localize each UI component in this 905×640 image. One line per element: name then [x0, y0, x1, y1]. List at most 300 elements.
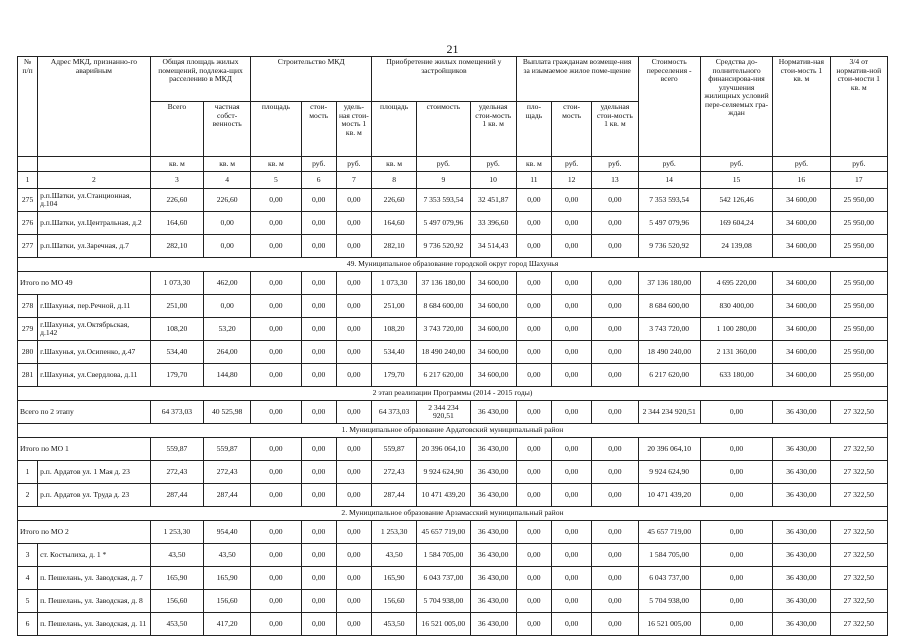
table-cell: 33 396,60	[470, 212, 516, 235]
table-cell: 0,00	[592, 272, 638, 295]
table-cell: 226,60	[204, 189, 251, 212]
table-cell: 287,44	[371, 484, 416, 507]
table-cell: 0,00	[552, 484, 592, 507]
col-number: 5	[251, 172, 301, 189]
table-cell: 0,00	[592, 438, 638, 461]
col-number: 12	[552, 172, 592, 189]
table-cell: 0,00	[552, 189, 592, 212]
table-cell: 16 521 005,00	[638, 613, 700, 636]
table-cell: 0,00	[336, 189, 371, 212]
table-cell: 6 217 620,00	[638, 364, 700, 387]
table-cell: 34 600,00	[470, 295, 516, 318]
header-construction: Строительство МКД	[251, 57, 372, 102]
table-cell: 0,00	[552, 401, 592, 424]
table-cell: 0,00	[592, 484, 638, 507]
table-cell: 1 073,30	[150, 272, 203, 295]
table-cell: 34 600,00	[470, 341, 516, 364]
col-number: 13	[592, 172, 638, 189]
col-number: 14	[638, 172, 700, 189]
subheader-unit-cost: удельная стои-мость 1 кв. м	[592, 102, 638, 157]
section-header-row	[18, 258, 888, 272]
unit-cell: руб.	[417, 157, 470, 172]
col-number: 9	[417, 172, 470, 189]
table-cell: 5 497 079,96	[417, 212, 470, 235]
subheader-area: площадь	[371, 102, 416, 157]
table-cell: 0,00	[592, 341, 638, 364]
subheader-unit-cost: удель-ная стои-мость 1 кв. м	[336, 102, 371, 157]
table-cell: 0,00	[592, 401, 638, 424]
table-cell: 0,00	[251, 212, 301, 235]
section-header-row	[18, 424, 888, 438]
table-cell: 5 704 938,00	[638, 590, 700, 613]
table-cell: 559,87	[371, 438, 416, 461]
table-cell: 251,00	[150, 295, 203, 318]
table-cell: 0,00	[204, 295, 251, 318]
table-cell: 453,50	[371, 613, 416, 636]
header-total-area: Общая площадь жилых помещений, подлежа-щих расселению в МКД	[150, 57, 251, 102]
address-cell: р.п. Ардатов ул. 1 Мая д. 23	[38, 461, 151, 484]
table-cell: 25 950,00	[830, 364, 887, 387]
table-cell: 0,00	[516, 295, 551, 318]
table-cell: 0,00	[251, 613, 301, 636]
table-cell: 226,60	[150, 189, 203, 212]
table-cell: 0,00	[251, 590, 301, 613]
table-cell: 8 684 600,00	[638, 295, 700, 318]
table-cell: 0,00	[336, 235, 371, 258]
table-cell: 0,00	[592, 521, 638, 544]
table-cell: 0,00	[336, 318, 371, 341]
table-cell: 0,00	[204, 212, 251, 235]
table-cell: 34 600,00	[773, 341, 830, 364]
table-cell: 36 430,00	[470, 590, 516, 613]
table-cell: 5 704 938,00	[417, 590, 470, 613]
table-cell: 0,00	[336, 567, 371, 590]
section-header-row	[18, 507, 888, 521]
table-cell: 164,60	[150, 212, 203, 235]
table-cell: 37 136 180,00	[638, 272, 700, 295]
subtotal-label: Всего по 2 этапу	[18, 401, 151, 424]
table-cell: 179,70	[150, 364, 203, 387]
table-cell: 0,00	[516, 438, 551, 461]
table-cell: 164,60	[371, 212, 416, 235]
table-cell: 0,00	[700, 590, 772, 613]
section-title: 49. Муниципальное образование городской округ город Шахунья	[18, 258, 888, 272]
col-number: 15	[700, 172, 772, 189]
col-number: 2	[38, 172, 151, 189]
table-cell: 0,00	[516, 318, 551, 341]
table-cell: 0,00	[700, 461, 772, 484]
table-cell: 0,00	[592, 189, 638, 212]
table-cell: 0,00	[336, 590, 371, 613]
table-row	[18, 318, 888, 341]
table-cell: 1 253,30	[371, 521, 416, 544]
table-cell: 272,43	[150, 461, 203, 484]
row-number: 278	[18, 295, 38, 318]
unit-cell: кв. м	[251, 157, 301, 172]
table-row	[18, 235, 888, 258]
table-cell: 16 521 005,00	[417, 613, 470, 636]
table-cell: 25 950,00	[830, 212, 887, 235]
table-cell: 264,00	[204, 341, 251, 364]
table-cell: 36 430,00	[470, 613, 516, 636]
unit-cell: кв. м	[516, 157, 551, 172]
table-cell: 27 322,50	[830, 521, 887, 544]
table-row	[18, 189, 888, 212]
address-cell: п. Пешелань, ул. Заводская, д. 7	[38, 567, 151, 590]
table-row	[18, 295, 888, 318]
table-cell: 0,00	[251, 341, 301, 364]
address-cell: п. Пешелань, ул. Заводская, д. 8	[38, 590, 151, 613]
table-cell: 0,00	[516, 189, 551, 212]
table-cell: 0,00	[251, 189, 301, 212]
table-cell: 0,00	[251, 318, 301, 341]
table-row	[18, 341, 888, 364]
table-cell: 34 600,00	[773, 189, 830, 212]
table-cell: 0,00	[592, 590, 638, 613]
table-cell: 0,00	[336, 544, 371, 567]
table-cell: 18 490 240,00	[417, 341, 470, 364]
table-cell: 25 950,00	[830, 341, 887, 364]
table-cell: 3 743 720,00	[638, 318, 700, 341]
col-number: 7	[336, 172, 371, 189]
table-cell: 0,00	[516, 461, 551, 484]
section-header-row	[18, 387, 888, 401]
table-cell: 156,60	[371, 590, 416, 613]
table-cell: 24 139,08	[700, 235, 772, 258]
unit-cell: руб.	[336, 157, 371, 172]
table-cell: 0,00	[251, 521, 301, 544]
table-cell: 0,00	[592, 544, 638, 567]
table-cell: 0,00	[700, 544, 772, 567]
table-cell: 0,00	[301, 484, 336, 507]
table-cell: 64 373,03	[371, 401, 416, 424]
table-cell: 43,50	[204, 544, 251, 567]
table-cell: 27 322,50	[830, 438, 887, 461]
table-cell: 282,10	[150, 235, 203, 258]
table-cell: 0,00	[552, 341, 592, 364]
table-cell: 6 043 737,00	[638, 567, 700, 590]
subtotal-row	[18, 438, 888, 461]
table-cell: 0,00	[516, 364, 551, 387]
table-cell: 25 950,00	[830, 295, 887, 318]
table-cell: 0,00	[552, 613, 592, 636]
table-cell: 34 600,00	[773, 318, 830, 341]
table-cell: 27 322,50	[830, 461, 887, 484]
table-cell: 954,40	[204, 521, 251, 544]
table-cell: 0,00	[336, 484, 371, 507]
table-cell: 6 217 620,00	[417, 364, 470, 387]
table-cell: 0,00	[301, 295, 336, 318]
table-cell: 36 430,00	[470, 521, 516, 544]
table-cell: 37 136 180,00	[417, 272, 470, 295]
table-cell: 0,00	[251, 438, 301, 461]
table-cell: 34 600,00	[773, 295, 830, 318]
row-number: 279	[18, 318, 38, 341]
subheader-cost: стои-мость	[552, 102, 592, 157]
table-cell: 0,00	[516, 341, 551, 364]
table-cell: 36 430,00	[470, 401, 516, 424]
table-cell: 251,00	[371, 295, 416, 318]
subtotal-label: Итого по МО 2	[18, 521, 151, 544]
table-cell: 34 600,00	[470, 272, 516, 295]
table-cell: 0,00	[301, 189, 336, 212]
col-number: 16	[773, 172, 830, 189]
table-cell: 0,00	[552, 235, 592, 258]
subheader-total: Всего	[150, 102, 203, 157]
unit-cell: руб.	[830, 157, 887, 172]
table-cell: 1 584 705,00	[638, 544, 700, 567]
table-cell: 0,00	[700, 401, 772, 424]
table-cell: 0,00	[552, 461, 592, 484]
table-cell: 0,00	[700, 484, 772, 507]
table-cell: 36 430,00	[773, 544, 830, 567]
table-cell: 0,00	[516, 235, 551, 258]
row-number: 280	[18, 341, 38, 364]
table-cell: 25 950,00	[830, 272, 887, 295]
subheader-cost: стоимость	[417, 102, 470, 157]
table-cell: 287,44	[204, 484, 251, 507]
subheader-unit-cost: удельная стои-мость 1 кв. м	[470, 102, 516, 157]
table-cell: 27 322,50	[830, 484, 887, 507]
header-purchase: Приобретение жилых помещений у застройщиков	[371, 57, 516, 102]
table-cell: 0,00	[251, 235, 301, 258]
table-cell: 36 430,00	[773, 401, 830, 424]
address-cell: г.Шахунья, ул.Октябрьская, д.142	[38, 318, 151, 341]
table-cell: 0,00	[204, 235, 251, 258]
table-cell: 0,00	[552, 212, 592, 235]
col-number: 3	[150, 172, 203, 189]
table-cell: 9 736 520,92	[417, 235, 470, 258]
table-cell: 272,43	[371, 461, 416, 484]
address-cell: г.Шахунья, ул.Осипенко, д.47	[38, 341, 151, 364]
table-cell: 0,00	[251, 484, 301, 507]
header-norm-3-4: 3/4 от норматив-ной стои-мости 1 кв. м	[830, 57, 887, 157]
table-cell: 9 924 624,90	[417, 461, 470, 484]
table-cell: 0,00	[251, 461, 301, 484]
table-cell: 0,00	[301, 341, 336, 364]
col-number: 17	[830, 172, 887, 189]
table-row	[18, 544, 888, 567]
table-row	[18, 590, 888, 613]
table-cell: 4 695 220,00	[700, 272, 772, 295]
table-cell: 7 353 593,54	[638, 189, 700, 212]
row-number: 5	[18, 590, 38, 613]
unit-cell: руб.	[592, 157, 638, 172]
table-cell: 0,00	[592, 613, 638, 636]
table-cell: 0,00	[592, 295, 638, 318]
address-cell: ст. Костылиха, д. 1 *	[38, 544, 151, 567]
subtotal-label: Итого по МО 1	[18, 438, 151, 461]
header-extra-funds: Средства до-полнительного финансирова-ния улучшения жилищных условий пере-селяемых гра-ждан	[700, 57, 772, 157]
table-cell: 20 396 064,10	[417, 438, 470, 461]
section-title: 1. Муниципальное образование Ардатовский муниципальный район	[18, 424, 888, 438]
table-cell: 27 322,50	[830, 567, 887, 590]
address-cell: р.п.Шатки, ул.Центральная, д.2	[38, 212, 151, 235]
table-cell: 0,00	[516, 521, 551, 544]
table-cell: 34 514,43	[470, 235, 516, 258]
table-cell: 34 600,00	[773, 272, 830, 295]
section-title: 2 этап реализации Программы (2014 - 2015 годы)	[18, 387, 888, 401]
table-cell: 0,00	[336, 295, 371, 318]
table-cell: 0,00	[336, 272, 371, 295]
table-cell: 36 430,00	[773, 521, 830, 544]
table-cell: 3 743 720,00	[417, 318, 470, 341]
table-cell: 559,87	[150, 438, 203, 461]
row-number: 275	[18, 189, 38, 212]
table-cell: 20 396 064,10	[638, 438, 700, 461]
table-cell: 10 471 439,20	[417, 484, 470, 507]
table-cell: 272,43	[204, 461, 251, 484]
header-num: № п/п	[18, 57, 38, 157]
header-payout: Выплата гражданам возмеще-ния за изымаемое жилое поме-щение	[516, 57, 638, 102]
table-cell: 1 584 705,00	[417, 544, 470, 567]
table-cell: 0,00	[552, 295, 592, 318]
table-row	[18, 364, 888, 387]
subheader-cost: стои-мость	[301, 102, 336, 157]
table-cell: 0,00	[552, 521, 592, 544]
table-cell: 34 600,00	[470, 318, 516, 341]
table-cell: 0,00	[301, 272, 336, 295]
unit-cell: руб.	[552, 157, 592, 172]
table-cell: 0,00	[251, 295, 301, 318]
address-cell: р.п. Ардатов ул. Труда д. 23	[38, 484, 151, 507]
table-cell: 34 600,00	[470, 364, 516, 387]
table-cell: 0,00	[301, 401, 336, 424]
table-cell: 0,00	[516, 544, 551, 567]
table-cell: 0,00	[336, 212, 371, 235]
table-cell: 179,70	[371, 364, 416, 387]
table-cell: 165,90	[150, 567, 203, 590]
table-cell: 25 950,00	[830, 235, 887, 258]
table-row	[18, 461, 888, 484]
table-cell: 0,00	[251, 544, 301, 567]
address-cell: р.п.Шатки, ул.Заречная, д.7	[38, 235, 151, 258]
table-cell: 0,00	[301, 567, 336, 590]
table-cell: 36 430,00	[470, 567, 516, 590]
table-cell: 0,00	[700, 567, 772, 590]
table-cell: 0,00	[592, 364, 638, 387]
table-cell: 0,00	[592, 212, 638, 235]
table-cell: 34 600,00	[773, 235, 830, 258]
col-number: 6	[301, 172, 336, 189]
subtotal-row	[18, 521, 888, 544]
col-number: 10	[470, 172, 516, 189]
unit-cell: руб.	[301, 157, 336, 172]
table-cell: 27 322,50	[830, 544, 887, 567]
address-cell: г.Шахунья, пер.Речной, д.11	[38, 295, 151, 318]
table-row	[18, 613, 888, 636]
table-cell: 0,00	[516, 212, 551, 235]
row-number: 1	[18, 461, 38, 484]
table-cell: 27 322,50	[830, 590, 887, 613]
address-cell: р.п.Шатки, ул.Станционная, д.104	[38, 189, 151, 212]
table-cell: 5 497 079,96	[638, 212, 700, 235]
table-cell: 2 131 360,00	[700, 341, 772, 364]
table-cell: 830 400,00	[700, 295, 772, 318]
table-cell: 27 322,50	[830, 613, 887, 636]
table-cell: 0,00	[336, 438, 371, 461]
table-cell: 0,00	[700, 438, 772, 461]
table-cell: 0,00	[301, 318, 336, 341]
table-cell: 0,00	[516, 401, 551, 424]
unit-cell: руб.	[470, 157, 516, 172]
table-cell: 0,00	[301, 613, 336, 636]
table-cell: 25 950,00	[830, 189, 887, 212]
table-cell: 0,00	[552, 272, 592, 295]
table-cell: 169 604,24	[700, 212, 772, 235]
table-cell: 559,87	[204, 438, 251, 461]
subheader-area: площадь	[251, 102, 301, 157]
table-cell: 0,00	[301, 438, 336, 461]
table-cell: 0,00	[251, 401, 301, 424]
row-number: 277	[18, 235, 38, 258]
table-cell: 36 430,00	[773, 438, 830, 461]
row-number: 281	[18, 364, 38, 387]
table-cell: 45 657 719,00	[638, 521, 700, 544]
row-number: 4	[18, 567, 38, 590]
table-cell: 1 100 280,00	[700, 318, 772, 341]
table-cell: 36 430,00	[773, 567, 830, 590]
table-cell: 32 451,87	[470, 189, 516, 212]
table-cell: 0,00	[552, 364, 592, 387]
row-number: 276	[18, 212, 38, 235]
table-cell: 1 253,30	[150, 521, 203, 544]
table-cell: 0,00	[301, 590, 336, 613]
table-cell: 0,00	[336, 521, 371, 544]
table-cell: 226,60	[371, 189, 416, 212]
col-number: 4	[204, 172, 251, 189]
table-row	[18, 484, 888, 507]
table-cell: 0,00	[301, 544, 336, 567]
subtotal-row	[18, 401, 888, 424]
table-cell: 0,00	[336, 613, 371, 636]
table-cell: 462,00	[204, 272, 251, 295]
header-norm-cost: Норматив-ная стои-мость 1 кв. м	[773, 57, 830, 157]
table-cell: 40 525,98	[204, 401, 251, 424]
table-cell: 36 430,00	[470, 438, 516, 461]
resettlement-table	[17, 56, 888, 636]
table-cell: 156,60	[150, 590, 203, 613]
table-cell: 8 684 600,00	[417, 295, 470, 318]
header-resettle-cost: Стоимость переселения - всего	[638, 57, 700, 157]
unit-cell: кв. м	[371, 157, 416, 172]
table-cell: 108,20	[371, 318, 416, 341]
table-row	[18, 567, 888, 590]
table-cell: 165,90	[204, 567, 251, 590]
table-cell: 0,00	[251, 567, 301, 590]
table-cell: 10 471 439,20	[638, 484, 700, 507]
table-cell: 0,00	[552, 590, 592, 613]
unit-cell: руб.	[700, 157, 772, 172]
table-cell: 0,00	[516, 613, 551, 636]
address-cell: п. Пешелань, ул. Заводская, д. 11	[38, 613, 151, 636]
subtotal-label: Итого по МО 49	[18, 272, 151, 295]
table-cell: 0,00	[301, 235, 336, 258]
col-number: 1	[18, 172, 38, 189]
table-cell: 0,00	[552, 438, 592, 461]
table-cell: 36 430,00	[470, 544, 516, 567]
table-cell: 0,00	[336, 341, 371, 364]
col-number: 11	[516, 172, 551, 189]
table-cell: 1 073,30	[371, 272, 416, 295]
table-cell: 36 430,00	[773, 461, 830, 484]
table-cell: 108,20	[150, 318, 203, 341]
table-cell: 43,50	[371, 544, 416, 567]
table-cell: 9 736 520,92	[638, 235, 700, 258]
table-cell: 0,00	[516, 272, 551, 295]
section-title: 2. Муниципальное образование Арзамасский муниципальный район	[18, 507, 888, 521]
col-number: 8	[371, 172, 416, 189]
